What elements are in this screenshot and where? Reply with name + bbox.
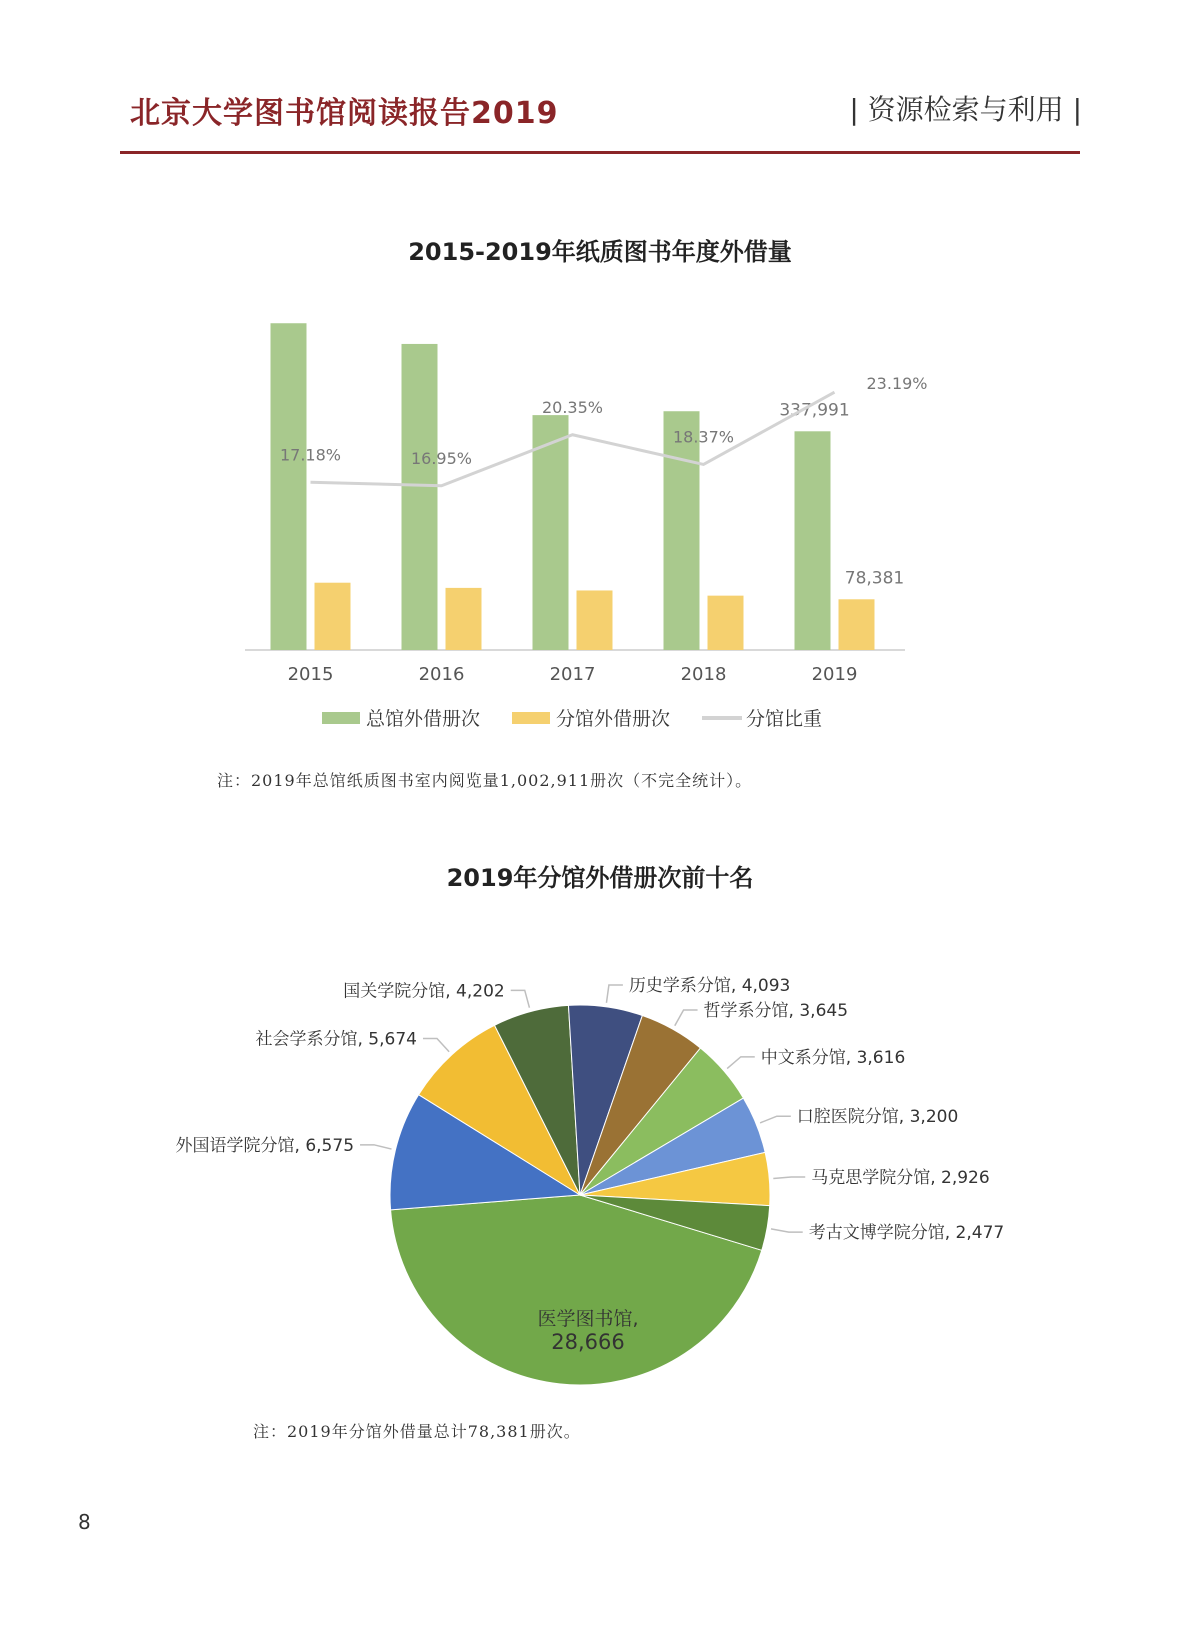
pie-chart-note: 注：2019年分馆外借量总计78,381册次。 xyxy=(253,1422,581,1441)
pie-chart xyxy=(0,920,1200,1440)
bar-branch-data-label: 78,381 xyxy=(844,568,905,589)
legend-entry: 总馆外借册次 xyxy=(366,708,481,730)
bar-main-2019 xyxy=(795,431,831,650)
pie-slice-value: 28,666 xyxy=(551,1330,625,1354)
pie-slice-label: 口腔医院分馆, 3,200 xyxy=(796,1107,959,1128)
pie-slice-label: 社会学系分馆, 5,674 xyxy=(255,1029,417,1050)
legend-entry: 分馆比重 xyxy=(746,708,823,730)
page-number: 8 xyxy=(78,1510,91,1534)
pie-slice-label: 马克思学院分馆, 2,926 xyxy=(811,1167,990,1188)
pie-slice-label: 医学图书馆, xyxy=(537,1308,639,1330)
bar-branch-2017 xyxy=(577,590,613,650)
legend-swatch xyxy=(322,712,360,724)
pie-leader-line xyxy=(773,1177,805,1179)
pie-leader-line xyxy=(760,1116,791,1123)
x-tick-label: 2015 xyxy=(287,664,334,685)
pie-leader-line xyxy=(727,1057,755,1069)
x-tick-label: 2018 xyxy=(680,664,727,685)
pie-leader-line xyxy=(360,1145,391,1149)
pie-leader-line xyxy=(771,1229,803,1232)
pie-leader-line xyxy=(675,1010,698,1026)
bar-line-chart xyxy=(0,290,1200,730)
pie-chart-title: 2019年分馆外借册次前十名 xyxy=(446,864,754,892)
bar-main-2018 xyxy=(664,411,700,650)
bar-main-2017 xyxy=(533,415,569,650)
pie-slice-label: 考古文博学院分馆, 2,477 xyxy=(808,1223,1005,1244)
bar-branch-2015 xyxy=(315,583,351,650)
report-title: 北京大学图书馆阅读报告2019 xyxy=(130,96,559,131)
bar-branch-2016 xyxy=(446,588,482,650)
line-data-label: 23.19% xyxy=(866,374,928,394)
legend-swatch xyxy=(512,712,550,724)
x-tick-label: 2016 xyxy=(418,664,465,685)
pie-slice-label: 中文系分馆, 3,616 xyxy=(760,1047,906,1068)
line-data-label: 17.18% xyxy=(279,445,342,465)
legend-entry: 分馆外借册次 xyxy=(556,708,671,730)
bar-main-2015 xyxy=(271,323,307,650)
line-data-label: 18.37% xyxy=(672,427,735,447)
pie-slice-label: 哲学系分馆, 3,645 xyxy=(703,1001,849,1022)
bar-branch-2019 xyxy=(839,599,875,650)
pie-leader-line xyxy=(511,990,530,1007)
bar-branch-2018 xyxy=(708,596,744,650)
bar-main-2016 xyxy=(402,344,438,650)
bar-main-data-label: 337,991 xyxy=(779,400,850,421)
pie-leader-line xyxy=(423,1039,449,1052)
x-tick-label: 2017 xyxy=(549,664,596,685)
pie-slice-label: 国关学院分馆, 4,202 xyxy=(343,981,505,1002)
line-data-label: 16.95% xyxy=(410,448,473,468)
pie-slice-label: 外国语学院分馆, 6,575 xyxy=(175,1135,355,1156)
header-divider xyxy=(120,151,1080,154)
line-data-label: 20.35% xyxy=(541,397,604,417)
section-title: | 资源检索与利用 | xyxy=(849,93,1082,126)
bar-chart-title: 2015-2019年纸质图书年度外借量 xyxy=(408,238,792,266)
bar-chart-note: 注：2019年总馆纸质图书室内阅览量1,002,911册次（不完全统计）。 xyxy=(217,771,753,790)
pie-leader-line xyxy=(606,985,622,1003)
x-tick-label: 2019 xyxy=(811,664,858,685)
pie-slice-label: 历史学系分馆, 4,093 xyxy=(628,975,791,996)
